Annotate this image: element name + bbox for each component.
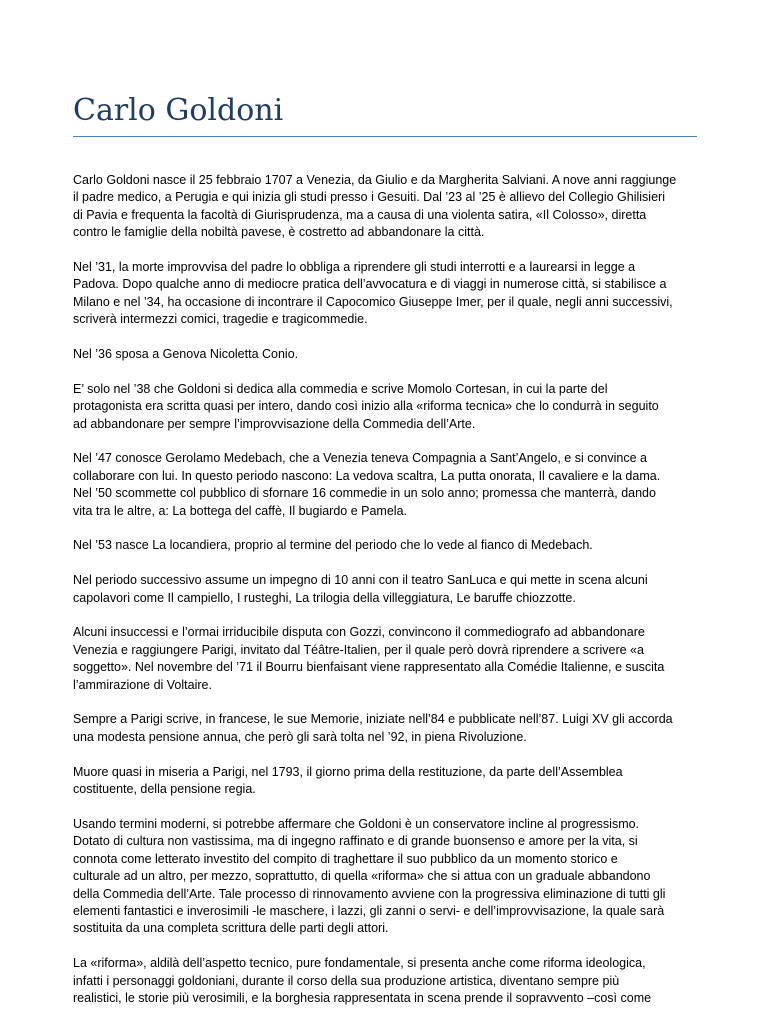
paragraph (73, 450, 698, 520)
text-line: della Commedia dell’Arte. Tale processo di rinnovamento avviene con la progressiva eliminazione di tutti gli (73, 886, 666, 901)
paragraph (73, 537, 698, 554)
text-line: vita tra le altre, a: La bottega del caffè, Il bugiardo e Pamela. (73, 503, 408, 518)
text-line: ad abbandonare per sempre l’improvvisazione della Commedia dell’Arte. (73, 416, 476, 431)
document-body (73, 172, 698, 1024)
text-line: Nel ’50 scommette col pubblico di sfornare 16 commedie in un solo anno; promessa che manterrà, dando (73, 486, 656, 501)
paragraph (73, 711, 698, 746)
text-line: La «riforma», aldilà dell’aspetto tecnico, pure fondamentale, si presenta anche come riforma ideologica, (73, 956, 646, 971)
text-line: collaborare con lui. In questo periodo nascono: La vedova scaltra, La putta onorata, Il cavaliere e la dama. (73, 468, 661, 483)
text-line: di Pavia e frequenta la facoltà di Giurisprudenza, ma a causa di una violenta satira, «Il Colosso», diretta (73, 207, 647, 222)
text-line: contro le famiglie della nobiltà pavese, è costretto ad abbandonare la città. (73, 225, 485, 240)
text-line: Venezia e raggiungere Parigi, invitato dal Téâtre-Italien, per il quale però dovrà riprendere a scrivere «a (73, 642, 644, 657)
text-line: Nel ’53 nasce La locandiera, proprio al termine del periodo che lo vede al fianco di Medebach. (73, 538, 593, 553)
text-line: Nel ’36 sposa a Genova Nicoletta Conio. (73, 347, 299, 362)
text-line: scriverà intermezzi comici, tragedie e tragicommedie. (73, 312, 368, 327)
text-line: capolavori come Il campiello, I rusteghi, La trilogia della villeggiatura, Le baruffe chiozzotte. (73, 590, 576, 605)
text-line: Sempre a Parigi scrive, in francese, le sue Memorie, iniziate nell’84 e pubblicate nell’87. Luigi XV gli accorda (73, 712, 673, 727)
text-line: Usando termini moderni, si potrebbe affermare che Goldoni è un conservatore incline al progressismo. (73, 816, 640, 831)
paragraph (73, 764, 698, 799)
text-line: Padova. Dopo qualche anno di mediocre pratica dell’avvocatura e di viaggi in numerose città, si stabilisce a (73, 277, 667, 292)
paragraph (73, 816, 698, 938)
text-line: Nel ’47 conosce Gerolamo Medebach, che a Venezia teneva Compagnia a Sant’Angelo, e si convince a (73, 451, 647, 466)
text-line: soggetto». Nel novembre del ’71 il Bourru bienfaisant viene rappresentato alla Comédie Italienne, e suscita (73, 660, 665, 675)
text-line: Dotato di cultura non vastissima, ma di ingegno raffinato e di grande buonsenso e amore per la vita, si (73, 834, 638, 849)
text-line: Nel ’31, la morte improvvisa del padre lo obbliga a riprendere gli studi interrotti e a laurearsi in legge a (73, 260, 636, 275)
text-line: protagonista era scritta quasi per intero, dando così inizio alla «riforma tecnica» che lo condurrà in seguito (73, 399, 659, 414)
text-line: Nel periodo successivo assume un impegno di 10 anni con il teatro SanLuca e qui mette in scena alcuni (73, 573, 648, 588)
paragraph (73, 624, 698, 694)
text-line: culturale ad un altro, per mezzo, soprattutto, di quella «riforma» che si attua con un graduale abbandono (73, 869, 651, 884)
text-line: Alcuni insuccessi e l’ormai irriducibile disputa con Gozzi, convincono il commediografo ad abbandonare (73, 625, 645, 640)
text-line: Carlo Goldoni nasce il 25 febbraio 1707 a Venezia, da Giulio e da Margherita Salviani. A nove anni raggiunge (73, 173, 677, 187)
text-line: l’ammirazione di Voltaire. (73, 677, 212, 692)
text-line: sostituita da una completa scrittura delle parti degli attori. (73, 921, 389, 936)
text-line: il padre medico, a Perugia e qui inizia gli studi presso i Gesuiti. Dal ’23 al ’25 è allievo del Collegio Ghilisieri (73, 190, 665, 205)
document-title: Carlo Goldoni (73, 93, 284, 128)
text-line: realistici, le storie più verosimili, e la borghesia rappresentata in scena prende il sopravvento –così come (73, 990, 652, 1005)
title-underline (73, 136, 697, 137)
paragraph (73, 381, 698, 433)
text-line: costituente, della pensione regia. (73, 782, 256, 797)
text-line: una modesta pensione annua, che però gli sarà tolta nel ’92, in piena Rivoluzione. (73, 729, 527, 744)
text-line: Milano e nel ’34, ha occasione di incontrare il Capocomico Giuseppe Imer, per il quale, negli anni successivi, (73, 294, 673, 309)
paragraph (73, 172, 698, 242)
text-line: E’ solo nel ’38 che Goldoni si dedica alla commedia e scrive Momolo Cortesan, in cui la parte del (73, 381, 608, 396)
text-line: infatti i personaggi goldoniani, durante il corso della sua produzione artistica, diventano sempre più (73, 973, 620, 988)
paragraph (73, 572, 698, 607)
text-line: connota come letterato investito del compito di traghettare il suo pubblico da un momento storico e (73, 851, 618, 866)
text-line: elementi fantastici e inverosimili -le maschere, i lazzi, gli zanni o servi- e dell’improvvisazione, la quale sarà (73, 903, 665, 918)
text-line: Muore quasi in miseria a Parigi, nel 1793, il giorno prima della restituzione, da parte dell’Assemblea (73, 764, 623, 779)
paragraph (73, 955, 698, 1007)
paragraph (73, 259, 698, 329)
paragraph (73, 346, 698, 363)
